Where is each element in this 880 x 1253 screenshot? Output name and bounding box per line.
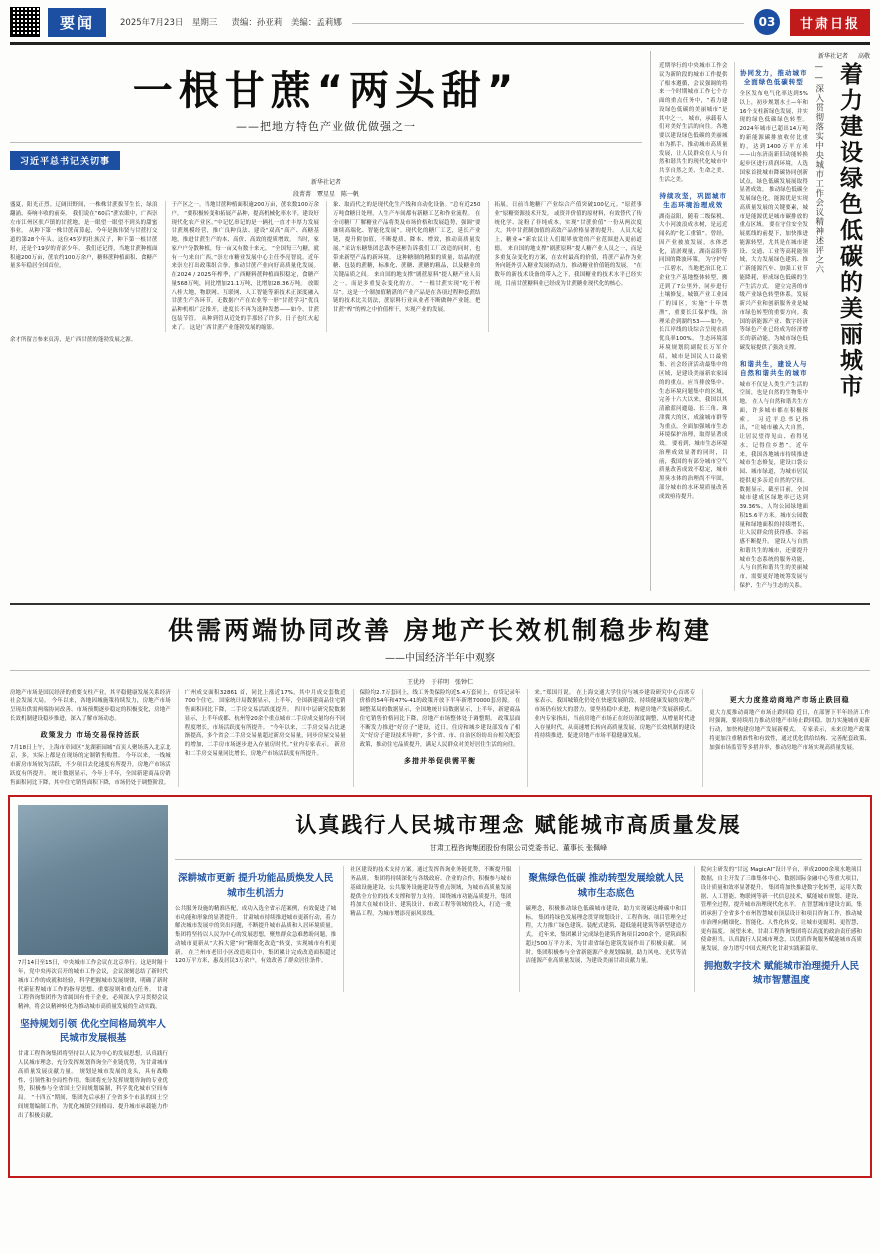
mid-column-3: 保险均2.7万套同上，线工务类保险均近5.4万套同上，存贷记录年价格的54年和47%-41的政策开放下半年新增70000套房源。 在调整某局的数据显示，全国地统计局数据显示，上半年，新建商品住宅销售价格同比下降，房地产市场整体处于调整期。 政策层面不断发力推进“好房子”建设，近日，住房和城乡建设部发布了相关“好房子建设技术导则”，多个省、市、自治区纷纷出台相关配套政策，推动住宅品质提升，满足人民群众对美好居住生活的向往。 (359, 689, 521, 748)
right-vertical-headline: 着力建设绿色低碳的美丽城市 (835, 62, 862, 400)
paper-name: 甘肃日报 (790, 9, 870, 36)
feature-photo (18, 805, 168, 955)
right-subhead-1: 持续攻坚，巩固城市生态环境治理成效 (659, 191, 727, 209)
right-feature-story (650, 51, 870, 591)
right-column-4: 城市不仅是人类生产生活的空间，也是自然的生物集中地。 在人与自然和谐共生方面，许多城市都在积极探索。 习近平总书记指出，“让城市融入大自然，让居民望得见山、看得见水、记得住乡愁”。近年来，我国各地城市持续推进城市生态修复，建设口袋公园、城市绿道，为城市居民提供更多亲近自然的空间。 数据显示，截至目前，全国城市建成区绿地率已达到39.36%，人均公园绿地面积15.6平方米。城市公园数量和绿地面积的持续增长，让人民群众的获得感、幸福感不断提升。 建设人与自然和谐共生的城市，还要提升城市生态系统的服务功能，人与自然和谐共生的美丽城市，需要更好地统筹发展与保护、生产与生态的关系。 (739, 381, 808, 589)
qr-code-icon[interactable] (10, 7, 40, 37)
editor-credits: 责编：孙亚莉 美编：孟莉娜 (231, 18, 342, 28)
bottom-subhead-3: 聚焦绿色低碳 推动转型发展绘就人民城市生态底色 (528, 873, 684, 899)
divider (175, 859, 862, 860)
divider (10, 603, 870, 605)
right-author: 高敬 (857, 53, 870, 60)
top-zone (0, 45, 880, 591)
mid-subhead-3: 更大力度推动商地产市场止跌回稳 (729, 695, 850, 704)
bottom-column-3: 社区建设的技术支持方案。通过发挥咨询业务链优势，不断提升服务品质。 集团将持续深化与各级政府、企业的合作，积极参与城市基础设施建设、公共服务设施建设等重点领域，为城市高质量发展提供全方位的技术支撑和智力支持。 围绕城市功能品质提升，集团将加大在城市设计、建筑设计、市政工程等领域的投入，打造一批精品工程，为城市增添亮丽风景线。 (350, 867, 512, 917)
lead-column-3: 象、取而代之的是现代化生产线和自动化设备。“总有近250万吨食糖日处理，人生产车间都有新糖工艺和作业流程。 在全司糖厂厂解糖业产品将类及市场价格和发展趋势，强调“要继续高端化、智能化发展”。现代化的糖厂工艺，延长产业链，提升附加值，不断提质、降本、增效，推动高质量发展。”采访东糖集团总裁李延彬告诉我们工厂改造的同时，也带来新型产品的新环境。 这种糖制的精果的质量，结晶的蔗糖、包装的蔗糖，标准化、蔗糖、蔗糖的粗品，以及糖业的关键品质之间。 来自国的地支撑“剧蔗原料”提人糖产业人员之一，而是多重复杂变化的方。 “一根甘蔗实现“吃干榨尽”。这是一个制加值精湛的产业产品是在各项过程种套蔗结链的技术比关切法，蔗原料行业从业者不断做种产业链。把甘蔗“榨”的榨之中价值榨干，实现产业的发展。 (326, 201, 481, 332)
divider (10, 670, 870, 671)
bottom-feature-box (8, 795, 872, 1178)
mid-columns (10, 689, 870, 788)
lead-headline: 一根甘蔗“两头甜” (132, 68, 520, 114)
right-agency: 新华社记者 (818, 53, 849, 60)
mid-story (0, 591, 880, 788)
right-vertical-subheadline: ——深入贯彻落实中央城市工作会议精神述评之六 (813, 62, 824, 274)
bottom-columns (175, 866, 862, 992)
lead-column-1: 盛夏，阳光正烈。辽阔田野间，一株株甘蔗拔节生长，绿浪翻涌，奏响丰收的前奏。 我们说在“60后”蔗农眼中，广西崇左市江州区驮卢镇的甘蔗地，是一眼望一眼望不到头的甜蜜事业。 从种下第一株甘蔗苗算起，今年是陈伟贤与甘蔗打交道的第28个年头。这位45岁的壮族汉子，种下第一根甘蔗时，还是个19岁的青涩少年。 我们还记得，当地甘蔗种植面积逾200万亩，蔗农约100万余户，糖料蔗种植面积、食糖产量多年稳居全国首位。 (10, 202, 158, 270)
bottom-subhead-2: 深耕城市更新 提升功能品质焕发人民城市生机活力 (177, 873, 334, 899)
bottom-headline: 认真践行人民城市理念 赋能城市高质量发展 (295, 813, 742, 838)
lead-byline: 新华社记者 (310, 179, 341, 186)
publication-date: 2025年7月23日 星期三 (120, 18, 218, 28)
mid-column-5: 更大力度推动商地产市场止跌回稳 近日，在部署下半年经济工作时强调，要持续用力推动房地产市场止跌回稳，加力实施城市更新行动，加快构建房地产发展新模式。 专家表示，未来房地产政策将更加注重精准性和有效性，通过优化供给结构、完善配套政策、加强市场监管等多措并举，推动房地产市场实现高质量发展。 (709, 709, 870, 751)
right-column-1: 近期举行的中央城市工作会议为新阶段的城市工作提供了根本遵循，会议强调的将来一个时期城市工作七个方面的重点任务中，“着力建设绿色低碳的美丽城市”是其中之一。 城市，承载着人们对美好生活的向往。各地要以建设绿色低碳的美丽城市为抓手，推动城市高质量发展，让人民群众在人与自然和谐共生的现代化城市中共享自然之美、生命之美、生活之美。 (659, 63, 728, 183)
mid-column-4: 来。”郑国月说。 在上海交通大学住房与城乡建设研究中心首席专家表示，我国城镇化仍处在快速发展阶段，持续健康发展的房地产市场仍有较大的潜力，要坚持稳中求进，构建房地产发展新模式。 业内专家指出，当前房地产市场正在经历深度调整，从增量时代进入存量时代，从高速增长转向高质量发展，房地产长效机制的建设将持续推进，促进房地产市场平稳健康发展。 (534, 689, 696, 740)
right-subhead-3: 和谐共生，建设人与自然和谐共生的城市 (740, 359, 808, 377)
bottom-subhead-4: 拥抱数字技术 赋能城市治理提升人民城市智慧温度 (703, 960, 860, 986)
bottom-column-5: 院向主研发的“甘远 MagicAI”设计平台，率成2000余项水地项目数据，自主开发了三维集体中心、数据国际金融中心等重大项目，设计质量和效率显著提升。 集团将加快推进数字化转型，运用大数据、人工智能、物联网等新一代信息技术，赋能城市规划、建设、管理全过程，提升城市治理现代化水平。 在智慧城市建设方面，集团承担了全省多个市州智慧城市顶层设计和项目咨询工作，推动城市治理向精细化、智能化、人性化转变，让城市更聪明、更智慧、更有温度。 展望未来，甘肃工程咨询集团将以高度的政治责任感和使命担当，认真践行人民城市理念，以优质咨询服务赋能城市高质量发展，奋力谱写中国式现代化甘肃实践新篇章。 (700, 867, 862, 952)
page-number-badge: 03 (754, 9, 780, 35)
bottom-column-1: 甘肃工程咨询集团将坚持以人民为中心的发展思想，认真践行人民城市理念，充分发挥规划咨询全产业链优势，为甘肃城市高质量发展贡献力量。 规划是城市发展的龙头，具有战略性、引领性和全局性作用。集团将充分发挥规划咨询的专业优势，积极参与全省国土空间规划编制，科学优化城市空间布局。 “十四五”期间，集团先后承担了全省多个市县的国土空间规划编制工作，为优化城镇空间格局、提升城市承载能力作出了积极贡献。 (18, 1051, 168, 1119)
lead-closing-note: 余才所留言参来页涛，是广西甘蔗的蓬勃发展之源。 (10, 337, 137, 344)
masthead-meta (120, 16, 342, 28)
right-column-2: 湖南益阳，随着二级保税、大小河波浪成水树，是远近闻名的“化工重镇”。曾经，因产业被放发展，水体恶化，清淤观量，湖南益阳等同国的降波环策。 为守护好一江碧水，当地把治江化工企业生产基地整体转型，搬迁到了7公里外，同步进行土壤修复。城镇产业工业园厂的园区，实施“十年禁渔”，重要长江保护线，治理采企到湖约53——如今，长江岸线的设综合呈现水质优良率100%。 生态环境部环境规划院副院长万军介绍，城市是国民人口最密集、社会经济活动最集中的区域，是建设美丽新农家园的的重点。应当排放集中、生态环境问题集中的区域，完善十六大以来，我国以其清澈蓝问邋遢、长三角、珠津冀大的区，成渝城市群等为重点，全面加强城市生态环境保护治理，取得显著成效。 要看到，城市生态环境治理成效显著的同时，目前，我国的有部分城市空气质量改善成效不稳定，城市黑臭水体的治理尚不牢固，部分城市的水环境质量改善成效亟待提升。 (659, 213, 728, 500)
right-subhead-2: 协同发力，推动城市全面绿色低碳转型 (740, 69, 808, 86)
mid-byline: 王优玲 于祥明 张钟仁 (406, 678, 473, 686)
bottom-subhead-1: 坚持规划引领 优化空间格局筑牢人民城市发展根基 (20, 1018, 166, 1044)
mid-column-1: 房地产市场是国民经济的重要支柱产业，其平稳健康发展关系经济社会发展大局。 今年以来，各地因城施策持续发力，房地产市场呈现出供需两端协同改善、市场预期逐步稳定的积极变化，房地产长效机制建设稳步推进，深入了解市场动态。 (10, 689, 171, 722)
bottom-left-note: 7月14日至15日，中央城市工作会议在北京举行。这是时隔十年，党中央再次召开的城市工作会议，会议深刻总结了新时代城市工作的成就和经验，科学把握城市发展规律，明确了新时代新征程城市工作的指导思想、重要原则和重点任务。 甘肃工程咨询集团作为省属国有骨干企业，必须深入学习贯彻会议精神，将会议精神转化为推动城市高质量发展的生动实践。 (18, 960, 168, 1010)
mid-subhead-1: 政策发力 市场交易保持活跃 (40, 730, 141, 739)
right-columns (659, 62, 808, 591)
lead-column-4: 拓展，日前当地糖厂产业综合产值突破100亿元。“原蔗事业”原糖资源技术开发。 或资并价值的原材料，有效替代了传统化学、淀粉了非纯成本，实现“甘蔗价值”一份从两次度大，其中甘蔗制加值的高效产品价格显著的提升。 人员大起上，糖业+“新农民让人们眼界放宽的产业范围进入更前道德。 来自国的地支撑“剧蔗原料”提人糖产业人员之一，而是多重复杂变化的方案，在农村最高的价值，将蔗产品作为业务向链外引入糖业发展的动力，推动糖业价值链的发展。 “在数年的新技术设备的带入之下，我国糖业的技术水平已经实现，目前甘蔗糖料业已经成为甘蔗糖业现代化的核心。 (488, 201, 643, 332)
mid-headline: 供需两端协同改善 房地产长效机制稳步构建 (168, 615, 712, 645)
lead-story (10, 51, 642, 591)
bottom-column-4: 碳理念，积极推动绿色低碳城市建设，助力实现碳达峰碳中和目标。 集团将绿色发展理念贯穿规划设计、工程咨询、项目管理全过程，大力推广绿色建筑、装配式建筑、超低能耗建筑等新型建造方式。 近年来，集团累计完成绿色建筑咨询项目200余个，建筑面积超过500万平方米，为甘肃省绿色建筑发展作出了积极贡献。 同时，集团积极参与全省新能源产业规划编制，助力风电、光伏等清洁能源产业高质量发展，为建设美丽甘肃贡献力量。 (525, 905, 687, 965)
lead-subheadline: ——把地方特色产业做优做强之一 (236, 120, 416, 133)
bottom-left-note-col (18, 805, 168, 1120)
mid-subheadline: ——中国经济半年中观察 (385, 652, 495, 664)
lead-byline-names: 段菁菁 覃星星 陈一帆 (292, 191, 359, 198)
lead-columns (10, 201, 642, 332)
bottom-byline: 甘肃工程咨询集团股份有限公司党委书记、董事长 张佩峰 (429, 844, 608, 853)
lead-tag: 习近平总书记关切事 (10, 151, 120, 170)
mid-column-2: 广州成交面积32861 首，同比上涨近17%，其中月成交套数近700个住宅。 国家统计局数据显示，上半年，全国新建商品住宅销售面积同比下降，二手房交易活跃度提升。 四川中层研究院数据显示，上半年成都、杭州等20余个重点城市二手房成交量均有不同程度增长，市场活跃度有所提升。 “今年以来，二手房交易占比逐渐提高，多个省会二手房交易量超过新房交易量，同步房屋交易量的增加，二手房市场逐步进入存量房时代。”业内专家表示。 新房和二手房交易量同比增长，房地产市场活跃度有所提升。 (184, 689, 346, 757)
masthead-rule (352, 23, 744, 24)
divider (10, 142, 642, 143)
mid-subhead-2: 多措并举促供需平衡 (403, 756, 476, 765)
masthead (0, 0, 880, 40)
bottom-column-2: 公共服务设施的精准匹配，成功入选全省示范案例，有效促进了城市功能和形象的显著提升。 甘肃城市持续推进城市更新行动，着力解决城市发展中的突出问题，不断提升城市品质和人居环境质量。 集团将坚持以人民为中心的发展思想，聚焦群众急难愁盼问题，推动城市更新从“大拆大建”向“精细化改造”转变，实现城市有机更新。 在兰州市老旧小区改造项目中，集团累计完成改造面积超过120万平方米，惠及居民3万余户，有效改善了群众居住条件。 (175, 905, 337, 965)
mid-subcol-text: 7月18日上午，上海市章园区“龙湖新园城”首页人聚场落入北京北京，多，实际上都是在现场的定制销售购置。 今年以来，一线城市新房市场较为活跃，不少项目去化速度有所提升，房地产市场活跃度有所提升。 统计数据显示，今年上半年，全国新建商品房销售面积同比下降，其中住宅销售面积下降，市场仍处于调整阶段。 (10, 744, 171, 786)
section-tag: 要闻 (48, 8, 106, 37)
lead-column-2: 于产区之一。当地甘蔗种植面积逾200万亩，蔗农数100万余户。 “要积极转变和拓展产品种，提高机械化率水平，建设好现代化农产业区。”中记忆串记的是一辆扎一直才丰厚力发展甘蔗规模经营，推广良种良法、建设“双高”高产、高糖基地，推进甘蔗生产的本、高价、高效的提质增效。 当时，家家户户分散种植，每一亩又有数十来元。 “全国每三勺糖，就有一勺来自广西。”崇左市糖业发展中心主任李亮智说，近年来崇左打出政策组合拳，推动甘蔗产业向好高质量化发展。 在2024 / 2025年榨季，广西糖料蔗种植面积稳定，食糖产量568万吨，同比增加21.1万吨，比增加28.36万吨。 放眼八桂大地，物联网、互联网、人工智能等新技术正深度融入甘蔗生产各环节。无数据户产在农业等一形“甘蔗学习”优良品种机相广泛推开，进度长不再为选种发愁——如今，甘蔗包装节管。 从种到管从近处的手那轻了许多，日子也红火起来了。 这是广西甘蔗产业蓬勃发展的缩影。 (165, 201, 320, 332)
right-column-3: 全区发布电气化率达到5%以上，初步规划水土—年和16个支柱新绿色发展，并实现的绿色低碳绿色转型。2024年城市已超出14万吨的新能源碳排放收付比重的，达到1400万平方米——山东济南新旧动能转换起步区进行质润环境，人选国家首批城市降碳协同创新试点，绿色低碳发展展取得显著成效。 推动绿色低碳全发展绿色化，能源优是实现高质量发展的关键要素，城市是能源优是城市碳排放的重点区域。 要在守住安全发展底线的前提下，加快推进能源转型，尤其是在城市建设、交通、工业等高耗能领域，大力发展绿色建筑、推广新能源汽车、加强工业节能降耗，形成绿色低碳的生产生活方式。 建立完善的市级产业绿色转型体系，发展新兴产业和创新服务业是城市绿色转型的重要方向。我国的新能源产业、数字经济等绿色产业已经成为经济增长的新动能，为城市绿色低碳发展提供了强劲支撑。 (739, 91, 808, 351)
